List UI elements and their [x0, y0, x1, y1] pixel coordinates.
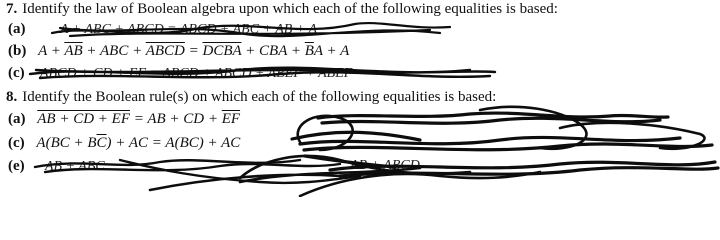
question-7a [8, 20, 34, 38]
obscured-text-8e: AB + ABC [45, 159, 105, 174]
question-7b-expression: $A + \overline{AB}$ + ABC + ABCD = DCBA + CBA + $\overline{B}A + A$ [38, 43, 350, 59]
question-8a [8, 110, 240, 128]
question-7-prompt: Identify the law of Boolean algebra upon which each of the following equalities is based: [22, 1, 558, 17]
question-8a-label: (a) [8, 111, 26, 127]
question-8-number: 8. [6, 89, 18, 105]
question-8c-label: (c) [8, 135, 25, 151]
question-7a-label: (a) [8, 21, 26, 37]
question-7b-label: (b) [8, 43, 27, 59]
question-7c [8, 64, 33, 82]
obscured-text-right: AB + ABCD [350, 158, 420, 173]
question-7-title [6, 0, 558, 18]
question-8e [8, 157, 33, 175]
question-8c-expression: $A(BC + B\overline{C})$ + AC = A(BC) + AC [36, 135, 241, 151]
question-8a-rhs: = AB + CD + [133, 111, 222, 127]
question-7-number: 7. [6, 1, 18, 17]
question-7b [8, 42, 349, 60]
question-8c [8, 134, 240, 152]
question-8a-expression: AB + CD + EF = AB + CD + $\overline{EF}$ [37, 111, 241, 127]
question-8e-label: (e) [8, 158, 25, 174]
question-8-title [6, 88, 496, 106]
question-7c-label: (c) [8, 65, 25, 81]
obscured-text-7a: A + ABC + ABCD = ABCD + ABC + AB + A [60, 22, 318, 37]
question-8-prompt: Identify the Boolean rule(s) on which each of the following equalities is based: [22, 89, 497, 105]
obscured-text-7c: ABCD + CD + EF = ABCD + ABCD + ABEF + ABEF [40, 66, 353, 81]
